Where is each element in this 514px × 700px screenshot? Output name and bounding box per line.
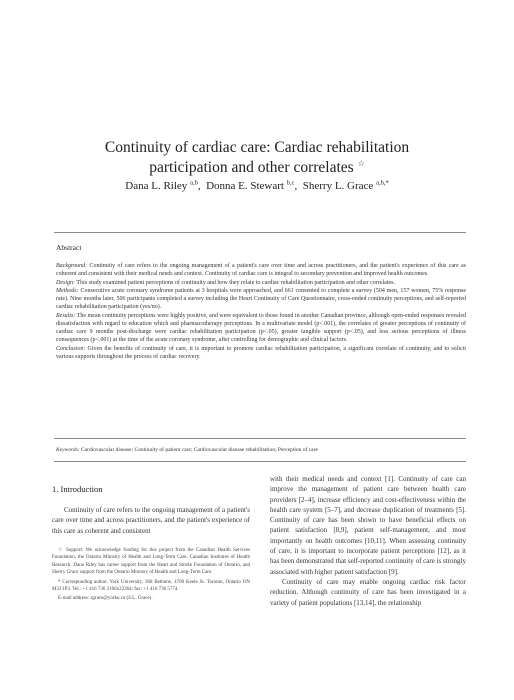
keywords-label: Keywords:: [56, 447, 80, 453]
abstract-label: Results:: [56, 312, 76, 319]
abstract-methods: [56, 287, 466, 312]
author-name: Sherry L. Grace: [302, 180, 374, 192]
title-line-2: participation and other correlates: [149, 159, 354, 176]
abstract-text: Given the benefits of continuity of care, it is important to promote cardiac rehabilitation participation, a significant correlate of continuity, and to solicit various supports throughout the process of cardiac recovery.: [56, 345, 467, 360]
footnote-email: E-mail address: sgrace@yorku.ca (S.L. Grace).: [58, 596, 153, 602]
abstract-heading: Abstract: [56, 243, 82, 252]
abstract-label: Conclusion:: [56, 345, 86, 352]
footnotes: [52, 547, 250, 605]
abstract-background: [56, 262, 466, 278]
body-paragraph: Continuity of care may enable ongoing cardiac risk factor reduction. Although continuity of care has been investigated in a variety of patient populations [13,14], the relationship: [270, 577, 466, 607]
keywords-divider-bottom: [54, 461, 466, 462]
abstract-conclusion: [56, 345, 466, 361]
author-affiliation: b,c: [286, 179, 295, 187]
author-name: Dana L. Riley: [125, 180, 188, 192]
footnote-corresponding-author: * Corresponding author. York University, 368 Bethune, 4700 Keele St. Toronto, Ontario ON M3J 1P3. Tel.: +1 416 736 2100x22364; fax: +1 416 736 5774.: [52, 579, 250, 593]
section-heading: 1. Introduction: [52, 484, 103, 494]
keywords-divider-top: [54, 438, 466, 439]
article-title: [40, 138, 474, 178]
abstract-text: Consecutive acute coronary syndrome patients at 3 hospitals were approached, and 661 consented to complete a survey (504 men, 157 women, 75% response rate). Nine months later, 506 participants completed a survey including the Heart Continuity of Care Questionnaire, cross-ended continuity perceptions, and self-reported cardiac rehabilitation participation (yes/no).: [56, 287, 467, 311]
keywords: [56, 446, 466, 454]
abstract-label: Background:: [56, 263, 88, 269]
abstract-label: Design:: [56, 279, 75, 286]
abstract-results: [56, 312, 466, 345]
author-affiliation: a,b,*: [376, 179, 389, 187]
abstract-label: Methods:: [56, 287, 79, 294]
abstract-text: The mean continuity perceptions were highly positive, and were equivalent to those found in another Canadian province, although open-ended responses revealed dissatisfaction with regard to education which and pharmacotherapy perceptions. In a multivariate model (p<.001), the correlates of greater perceptions of continuity of cardiac care 9 months post-discharge were cardiac rehabilitation participation (p<.05), greater tangible support (p<.05), and less serious perceptions of illness consequences (p<.001) at the time of the acute coronary syndrome, after controlling for demographic and clinical factors.: [56, 312, 466, 344]
abstract-body: [56, 262, 466, 361]
right-column-text: [270, 474, 466, 608]
title-line-1: Continuity of cardiac care: Cardiac rehabilitation: [104, 139, 410, 156]
abstract-text: Continuity of care refers to the ongoing management of a patient's care over time and across practitioners, and the patient's experience of this care as coherent and consistent with their medical needs and context. Continuity of cardiac care is integral to secondary prevention and improved health outcomes.: [56, 263, 467, 278]
footnote-support: ☆ Support: We acknowledge funding for this project from the Canadian Health Services Foundation, the Ontario Ministry of Health and Long-Term Care, Canadian Institutes of Health Research. Dana Riley has career support from the Heart and Stroke Foundation of Ontario, and Sherry Grace support from the Ontario Ministry of Health and Long-Term Care.: [52, 548, 250, 576]
body-paragraph: Continuity of care refers to the ongoing management of a patient's care over time and across practitioners, and the patient's experience of this care as coherent and consistent: [52, 506, 250, 535]
body-paragraph: with their medical needs and context [1]. Continuity of care can improve the management of patient care between health care providers [2–4], increase efficiency and cost-effectiveness within the health care system [5–7], and decrease duplication of treatments [5]. Continuity of care has been shown to have beneficial effects on patient satisfaction [8,9], patient self-management, and most importantly on health outcomes [10,11]. When assessing continuity of care, it is important to incorporate patient perceptions [12], as it has been demonstrated that self-reported continuity of care is strongly associated with higher patient satisfaction [9].: [270, 475, 466, 576]
top-divider: [54, 232, 466, 233]
author-affiliation: a,b: [190, 179, 198, 187]
keywords-text: Cardiovascular disease; Continuity of patient care; Cardiovascular disease rehabilitation; Perception of care: [81, 447, 318, 453]
left-column-text: [52, 505, 250, 536]
author-name: Donna E. Stewart: [206, 180, 284, 192]
author-list: Dana L. Riley $^{a,b}$, Donna E. Stewart $^{b,c}$, Sherry L. Grace $^{a,b,*}$: [125, 179, 389, 192]
abstract-design: [56, 279, 466, 287]
abstract-text: This study examined patient perceptions of continuity and how they relate to cardiac rehabilitation participation and other correlates.: [76, 279, 395, 286]
title-footnote-mark: ☆: [357, 158, 365, 168]
